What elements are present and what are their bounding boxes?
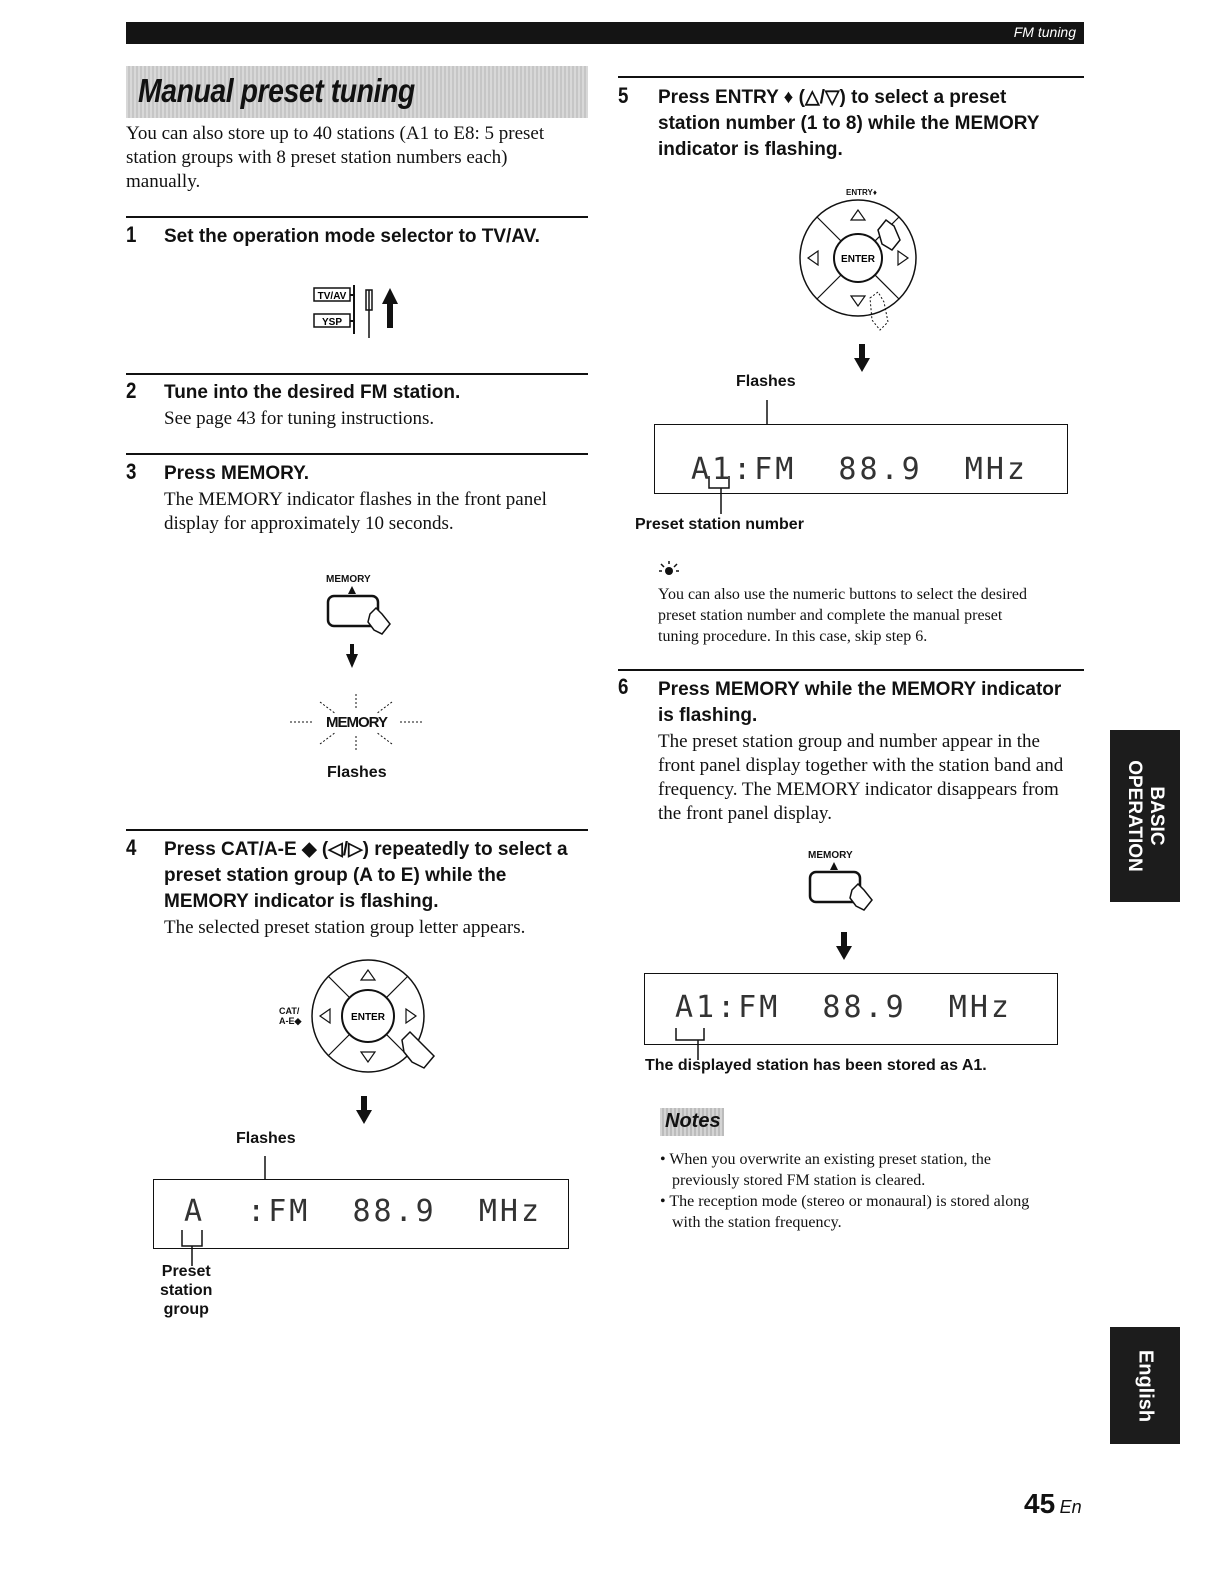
lcd-readout: A1:FM 88.9 MHz bbox=[675, 990, 1012, 1025]
step-6-number: 6 bbox=[618, 674, 629, 699]
stored-caption: The displayed station has been stored as A1. bbox=[645, 1057, 987, 1074]
entry-label: ENTRY♦ bbox=[846, 188, 877, 197]
step-5-rule bbox=[618, 76, 1084, 78]
memory-button-illustration bbox=[802, 860, 892, 970]
step-1-rule bbox=[126, 216, 588, 218]
intro-text: You can also store up to 40 stations (A1 to E8: 5 preset station groups with 8 preset station numbers each) manually. bbox=[126, 123, 545, 192]
hand-pointer-icon bbox=[850, 884, 872, 910]
step-4-number: 4 bbox=[126, 835, 137, 860]
step-6-rule bbox=[618, 669, 1084, 671]
basic-operation-label: BASIC OPERATION bbox=[1124, 760, 1167, 872]
memory-indicator: MEMORY bbox=[326, 714, 387, 731]
lcd-display-step-4 bbox=[153, 1179, 569, 1249]
svg-text:ENTER: ENTER bbox=[841, 254, 875, 265]
step-4-body: The selected preset station group letter appears. bbox=[164, 917, 526, 938]
notes-title: Notes bbox=[665, 1110, 721, 1132]
memory-button-label: MEMORY bbox=[808, 850, 853, 861]
step-3-flashes-label: Flashes bbox=[327, 764, 387, 781]
step-2-heading: Tune into the desired FM station. bbox=[164, 382, 461, 403]
memory-button-label: MEMORY bbox=[326, 574, 371, 585]
tip-icon bbox=[656, 560, 682, 580]
cursor-pad-cat-ae-illustration bbox=[306, 956, 446, 1076]
step-3-body: The MEMORY indicator flashes in the front panel display for approximately 10 seconds. bbox=[164, 489, 547, 534]
english-tab[interactable] bbox=[1110, 1327, 1180, 1444]
step-5-heading: Press ENTRY ♦ (△/▽) to select a preset station number (1 to 8) while the MEMORY indicator is flashing. bbox=[658, 87, 1040, 160]
step-2-body: See page 43 for tuning instructions. bbox=[164, 408, 435, 429]
cursor-pad-entry-illustration bbox=[796, 198, 926, 338]
page-title: Manual preset tuning bbox=[138, 72, 415, 109]
step-4-flashes-label: Flashes bbox=[236, 1130, 296, 1147]
preset-station-group-label: Preset station group bbox=[160, 1263, 213, 1318]
step-1-number: 1 bbox=[126, 222, 137, 247]
step-4-rule bbox=[126, 829, 588, 831]
step-3-number: 3 bbox=[126, 459, 137, 484]
english-label: English bbox=[1134, 1349, 1157, 1422]
hand-pointer-icon bbox=[368, 608, 390, 634]
note-item: • When you overwrite an existing preset station, the previously stored FM station is cleared. bbox=[660, 1151, 991, 1189]
section-label: FM tuning bbox=[1013, 24, 1076, 40]
step-6-body: The preset station group and number appear in the front panel display together with the station band and frequency. The MEMORY indicator disappears from the front panel display. bbox=[658, 731, 1064, 824]
step-3-heading: Press MEMORY. bbox=[164, 463, 310, 484]
step-5-number: 5 bbox=[618, 83, 629, 108]
step-2-rule bbox=[126, 373, 588, 375]
svg-text:ENTER: ENTER bbox=[351, 1012, 385, 1023]
operation-mode-selector-icon bbox=[308, 282, 418, 340]
lcd-readout: A :FM 88.9 MHz bbox=[184, 1194, 543, 1229]
step-3-rule bbox=[126, 453, 588, 455]
page-number: 45 En bbox=[1024, 1488, 1082, 1519]
down-arrow-icon bbox=[850, 342, 874, 374]
header-bar bbox=[126, 22, 1084, 44]
notes-banner bbox=[660, 1108, 724, 1136]
down-arrow-icon bbox=[352, 1094, 376, 1126]
note-item: • The reception mode (stereo or monaural) is stored along with the station frequency. bbox=[660, 1193, 1030, 1231]
step-6-heading: Press MEMORY while the MEMORY indicator is flashing. bbox=[658, 679, 1062, 726]
title-banner bbox=[126, 66, 588, 118]
step-5-flashes-label: Flashes bbox=[736, 373, 796, 390]
svg-text:TV/AV: TV/AV bbox=[317, 291, 347, 302]
basic-operation-tab[interactable] bbox=[1110, 730, 1180, 902]
preset-station-number-label: Preset station number bbox=[635, 516, 804, 533]
down-arrow-icon bbox=[836, 932, 852, 960]
step-4-heading: Press CAT/A-E ◆ (◁/▷) repeatedly to select a preset station group (A to E) while the MEMORY indicator is flashing. bbox=[164, 839, 568, 912]
callout-bracket-icon bbox=[705, 474, 735, 514]
cat-ae-label: CAT/ A-E◆ bbox=[279, 1006, 302, 1026]
step-1-heading: Set the operation mode selector to TV/AV. bbox=[164, 226, 540, 247]
svg-text:YSP: YSP bbox=[321, 317, 343, 328]
callout-bracket-icon bbox=[176, 1226, 206, 1266]
lcd-readout: A1:FM 88.9 MHz bbox=[691, 452, 1028, 487]
notes-list bbox=[660, 1149, 1029, 1233]
step-2-number: 2 bbox=[126, 378, 137, 403]
down-arrow-icon bbox=[346, 644, 358, 668]
tip-text: You can also use the numeric buttons to select the desired preset station number and complete the manual preset tuning procedure. In this case, skip step 6. bbox=[658, 586, 1027, 645]
